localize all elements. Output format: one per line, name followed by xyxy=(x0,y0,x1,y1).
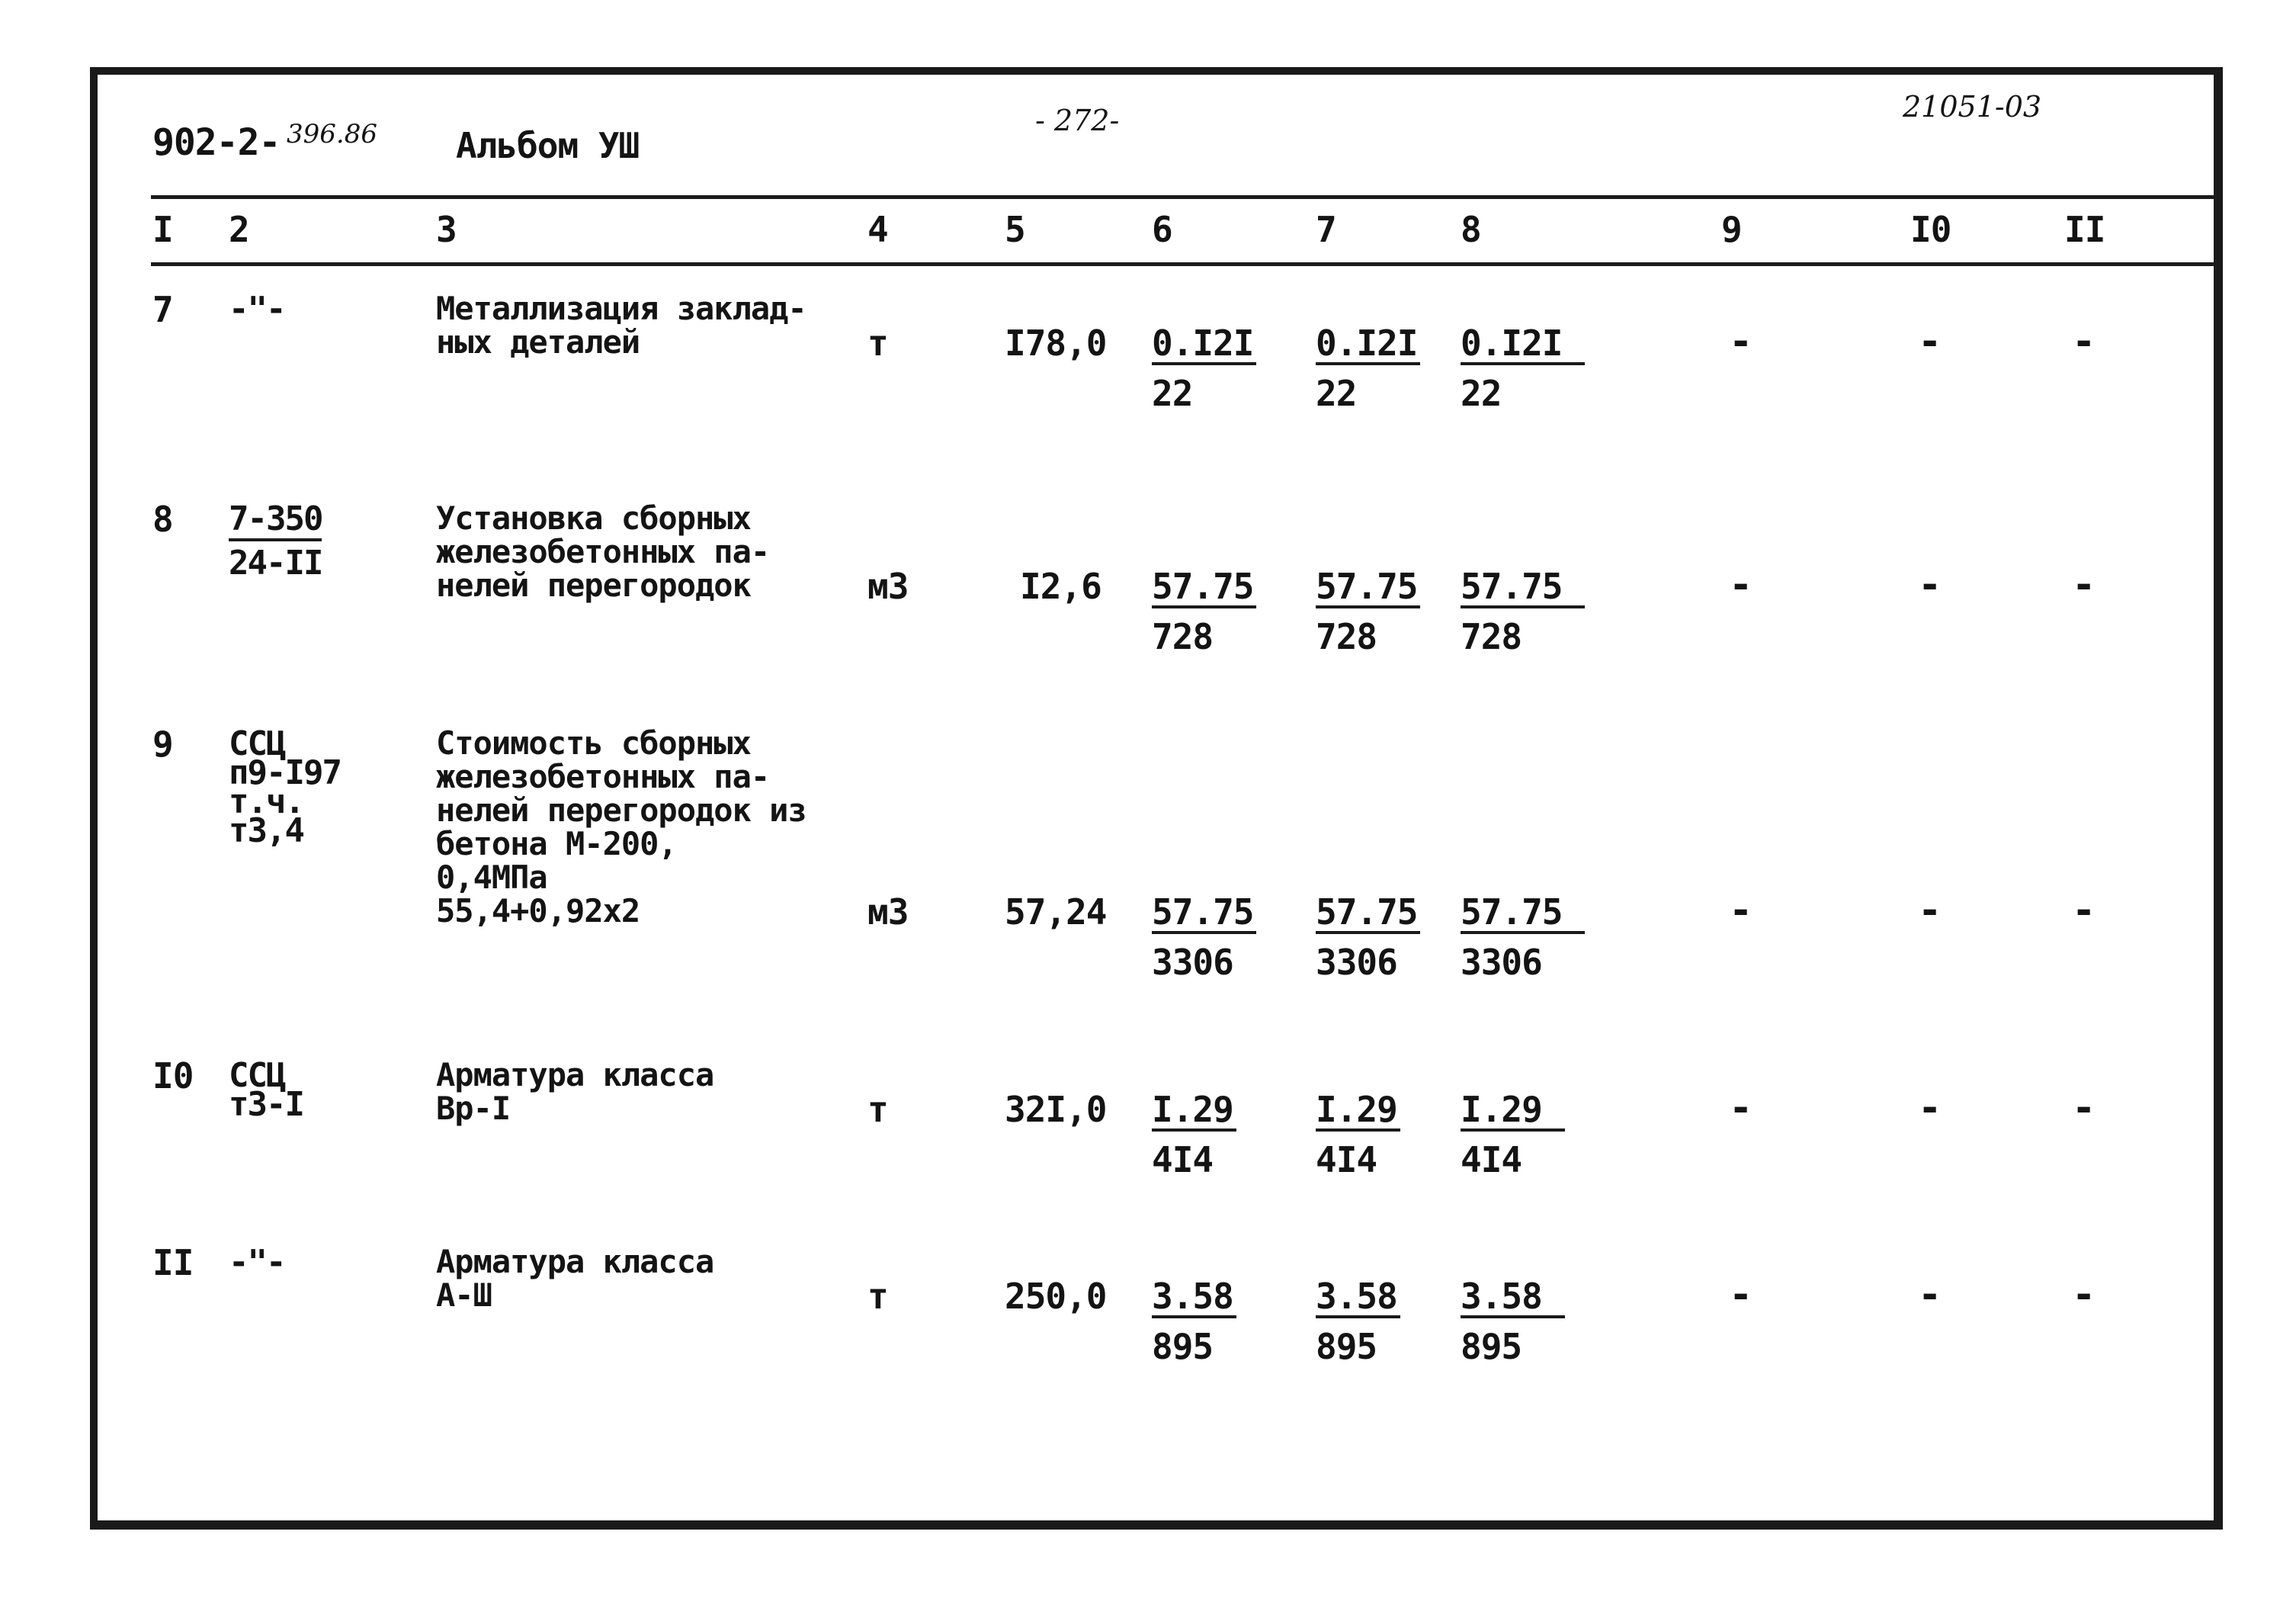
price-7-top-value: 3.58 xyxy=(1316,1279,1400,1318)
price-8-top-value: 57.75 xyxy=(1461,894,1585,934)
price-8-top-value: I.29 xyxy=(1461,1092,1565,1132)
empty-cell-10: - xyxy=(1918,888,1942,933)
empty-cell-11: - xyxy=(2072,1085,2096,1131)
price-7-top-value: 57.75 xyxy=(1316,894,1420,934)
price-7-top xyxy=(1316,1276,1400,1318)
price-6-bottom: 3306 xyxy=(1152,942,1233,983)
price-8-bottom: 895 xyxy=(1461,1326,1522,1367)
price-7-bottom: 4I4 xyxy=(1316,1139,1377,1180)
row-description-line: Металлизация заклад- xyxy=(436,290,806,327)
row-reference-line: п9-I97 xyxy=(229,753,341,792)
empty-cell-9: - xyxy=(1729,1085,1752,1131)
row-reference-line: т3,4 xyxy=(229,811,303,850)
series-code-handwritten: 396.86 xyxy=(287,119,377,149)
row-description-line: Вр-I xyxy=(436,1090,511,1127)
row-number: I0 xyxy=(152,1055,194,1096)
row-number: 8 xyxy=(152,499,173,540)
price-8-bottom: 4I4 xyxy=(1461,1139,1522,1180)
column-header-9: 9 xyxy=(1721,209,1742,250)
price-8-top-value: 3.58 xyxy=(1461,1279,1565,1318)
row-reference-line: 24-II xyxy=(229,544,322,583)
row-reference: -"- xyxy=(229,290,285,329)
empty-cell-10: - xyxy=(1918,562,1942,608)
price-7-top-value: 0.I2I xyxy=(1316,326,1420,365)
price-7-top-value: I.29 xyxy=(1316,1092,1400,1132)
row-description-line: Стоимость сборных xyxy=(436,724,751,762)
empty-cell-9: - xyxy=(1729,319,1752,364)
empty-cell-10: - xyxy=(1918,319,1942,364)
price-6-top xyxy=(1152,1276,1236,1318)
price-7-top xyxy=(1316,566,1420,608)
price-8-bottom: 728 xyxy=(1461,616,1522,657)
price-7-top xyxy=(1316,1089,1400,1132)
price-8-top-value: 57.75 xyxy=(1461,569,1585,608)
row-description-line: железобетонных па- xyxy=(436,533,770,570)
empty-cell-10: - xyxy=(1918,1085,1942,1131)
document-sheet xyxy=(90,67,2223,1530)
price-8-top xyxy=(1461,566,1585,608)
row-quantity: I2,6 xyxy=(1020,566,1102,607)
row-description-line: нелей перегородок из xyxy=(436,791,806,829)
row-description-line: Арматура класса xyxy=(436,1243,714,1280)
row-description-line: железобетонных па- xyxy=(436,758,770,795)
price-6-bottom: 895 xyxy=(1152,1326,1214,1367)
empty-cell-10: - xyxy=(1918,1272,1942,1318)
series-code: 902-2- xyxy=(152,121,281,164)
price-6-top xyxy=(1152,566,1256,608)
empty-cell-11: - xyxy=(2072,319,2096,364)
row-unit: м3 xyxy=(867,566,909,607)
price-6-top-value: 3.58 xyxy=(1152,1279,1236,1318)
price-7-top-value: 57.75 xyxy=(1316,569,1420,608)
price-7-bottom: 728 xyxy=(1316,616,1377,657)
column-header-1: I xyxy=(152,209,173,250)
row-reference: 7-350 xyxy=(229,502,322,541)
row-number: 7 xyxy=(152,289,173,330)
price-6-top-value: 57.75 xyxy=(1152,569,1256,608)
header-rule-top xyxy=(151,195,2217,199)
row-unit: т xyxy=(867,1276,888,1317)
price-7-bottom: 3306 xyxy=(1316,942,1397,983)
column-header-5: 5 xyxy=(1005,209,1025,250)
price-8-top xyxy=(1461,1276,1565,1318)
header-rule-bottom xyxy=(151,262,2217,266)
row-description-line: бетона М-200, xyxy=(436,825,677,862)
price-8-top xyxy=(1461,891,1585,934)
row-quantity: 32I,0 xyxy=(1005,1089,1107,1130)
column-header-3: 3 xyxy=(436,209,457,250)
price-8-top xyxy=(1461,323,1585,365)
row-number: 9 xyxy=(152,724,173,765)
empty-cell-11: - xyxy=(2072,562,2096,608)
price-6-top xyxy=(1152,323,1256,365)
page-number: - 272- xyxy=(1035,104,1120,137)
price-7-top xyxy=(1316,323,1420,365)
row-reference-line: т3-I xyxy=(229,1085,303,1124)
row-number: II xyxy=(152,1242,194,1283)
empty-cell-9: - xyxy=(1729,562,1752,608)
row-quantity: I78,0 xyxy=(1005,323,1107,364)
price-6-top xyxy=(1152,1089,1236,1132)
price-7-bottom: 22 xyxy=(1316,373,1357,414)
row-quantity: 57,24 xyxy=(1005,891,1107,933)
row-description-line: 0,4МПа xyxy=(436,859,547,896)
price-6-bottom: 728 xyxy=(1152,616,1214,657)
row-description-line: А-Ш xyxy=(436,1276,492,1314)
empty-cell-11: - xyxy=(2072,888,2096,933)
price-8-top xyxy=(1461,1089,1565,1132)
empty-cell-9: - xyxy=(1729,1272,1752,1318)
row-unit: м3 xyxy=(867,891,909,933)
row-reference-line: т.ч. xyxy=(229,782,303,821)
price-7-top xyxy=(1316,891,1420,934)
price-6-top-value: 0.I2I xyxy=(1152,326,1256,365)
price-8-bottom: 3306 xyxy=(1461,942,1542,983)
empty-cell-9: - xyxy=(1729,888,1752,933)
column-header-4: 4 xyxy=(867,209,888,250)
price-6-bottom: 22 xyxy=(1152,373,1193,414)
column-header-2: 2 xyxy=(229,209,249,250)
row-description-line: ных деталей xyxy=(436,323,640,361)
row-reference: ССЦ xyxy=(229,724,285,763)
price-6-top-value: 57.75 xyxy=(1152,894,1256,934)
row-unit: т xyxy=(867,1089,888,1130)
empty-cell-11: - xyxy=(2072,1272,2096,1318)
column-header-8: 8 xyxy=(1461,209,1481,250)
column-header-7: 7 xyxy=(1316,209,1336,250)
document-number: 21051-03 xyxy=(1903,90,2042,124)
row-description-line: 55,4+0,92х2 xyxy=(436,892,640,929)
row-description-line: Установка сборных xyxy=(436,499,751,537)
column-header-6: 6 xyxy=(1152,209,1172,250)
price-6-top xyxy=(1152,891,1256,934)
price-6-bottom: 4I4 xyxy=(1152,1139,1214,1180)
price-8-top-value: 0.I2I xyxy=(1461,326,1585,365)
column-header-11: II xyxy=(2064,209,2105,250)
row-unit: т xyxy=(867,323,888,364)
row-reference: -"- xyxy=(229,1243,285,1282)
row-reference: ССЦ xyxy=(229,1056,285,1095)
price-6-top-value: I.29 xyxy=(1152,1092,1236,1132)
price-7-bottom: 895 xyxy=(1316,1326,1377,1367)
album-title: Альбом УШ xyxy=(456,125,640,166)
row-description-line: Арматура класса xyxy=(436,1056,714,1093)
row-quantity: 250,0 xyxy=(1005,1276,1107,1317)
price-8-bottom: 22 xyxy=(1461,373,1502,414)
column-header-10: I0 xyxy=(1910,209,1951,250)
row-description-line: нелей перегородок xyxy=(436,567,751,604)
